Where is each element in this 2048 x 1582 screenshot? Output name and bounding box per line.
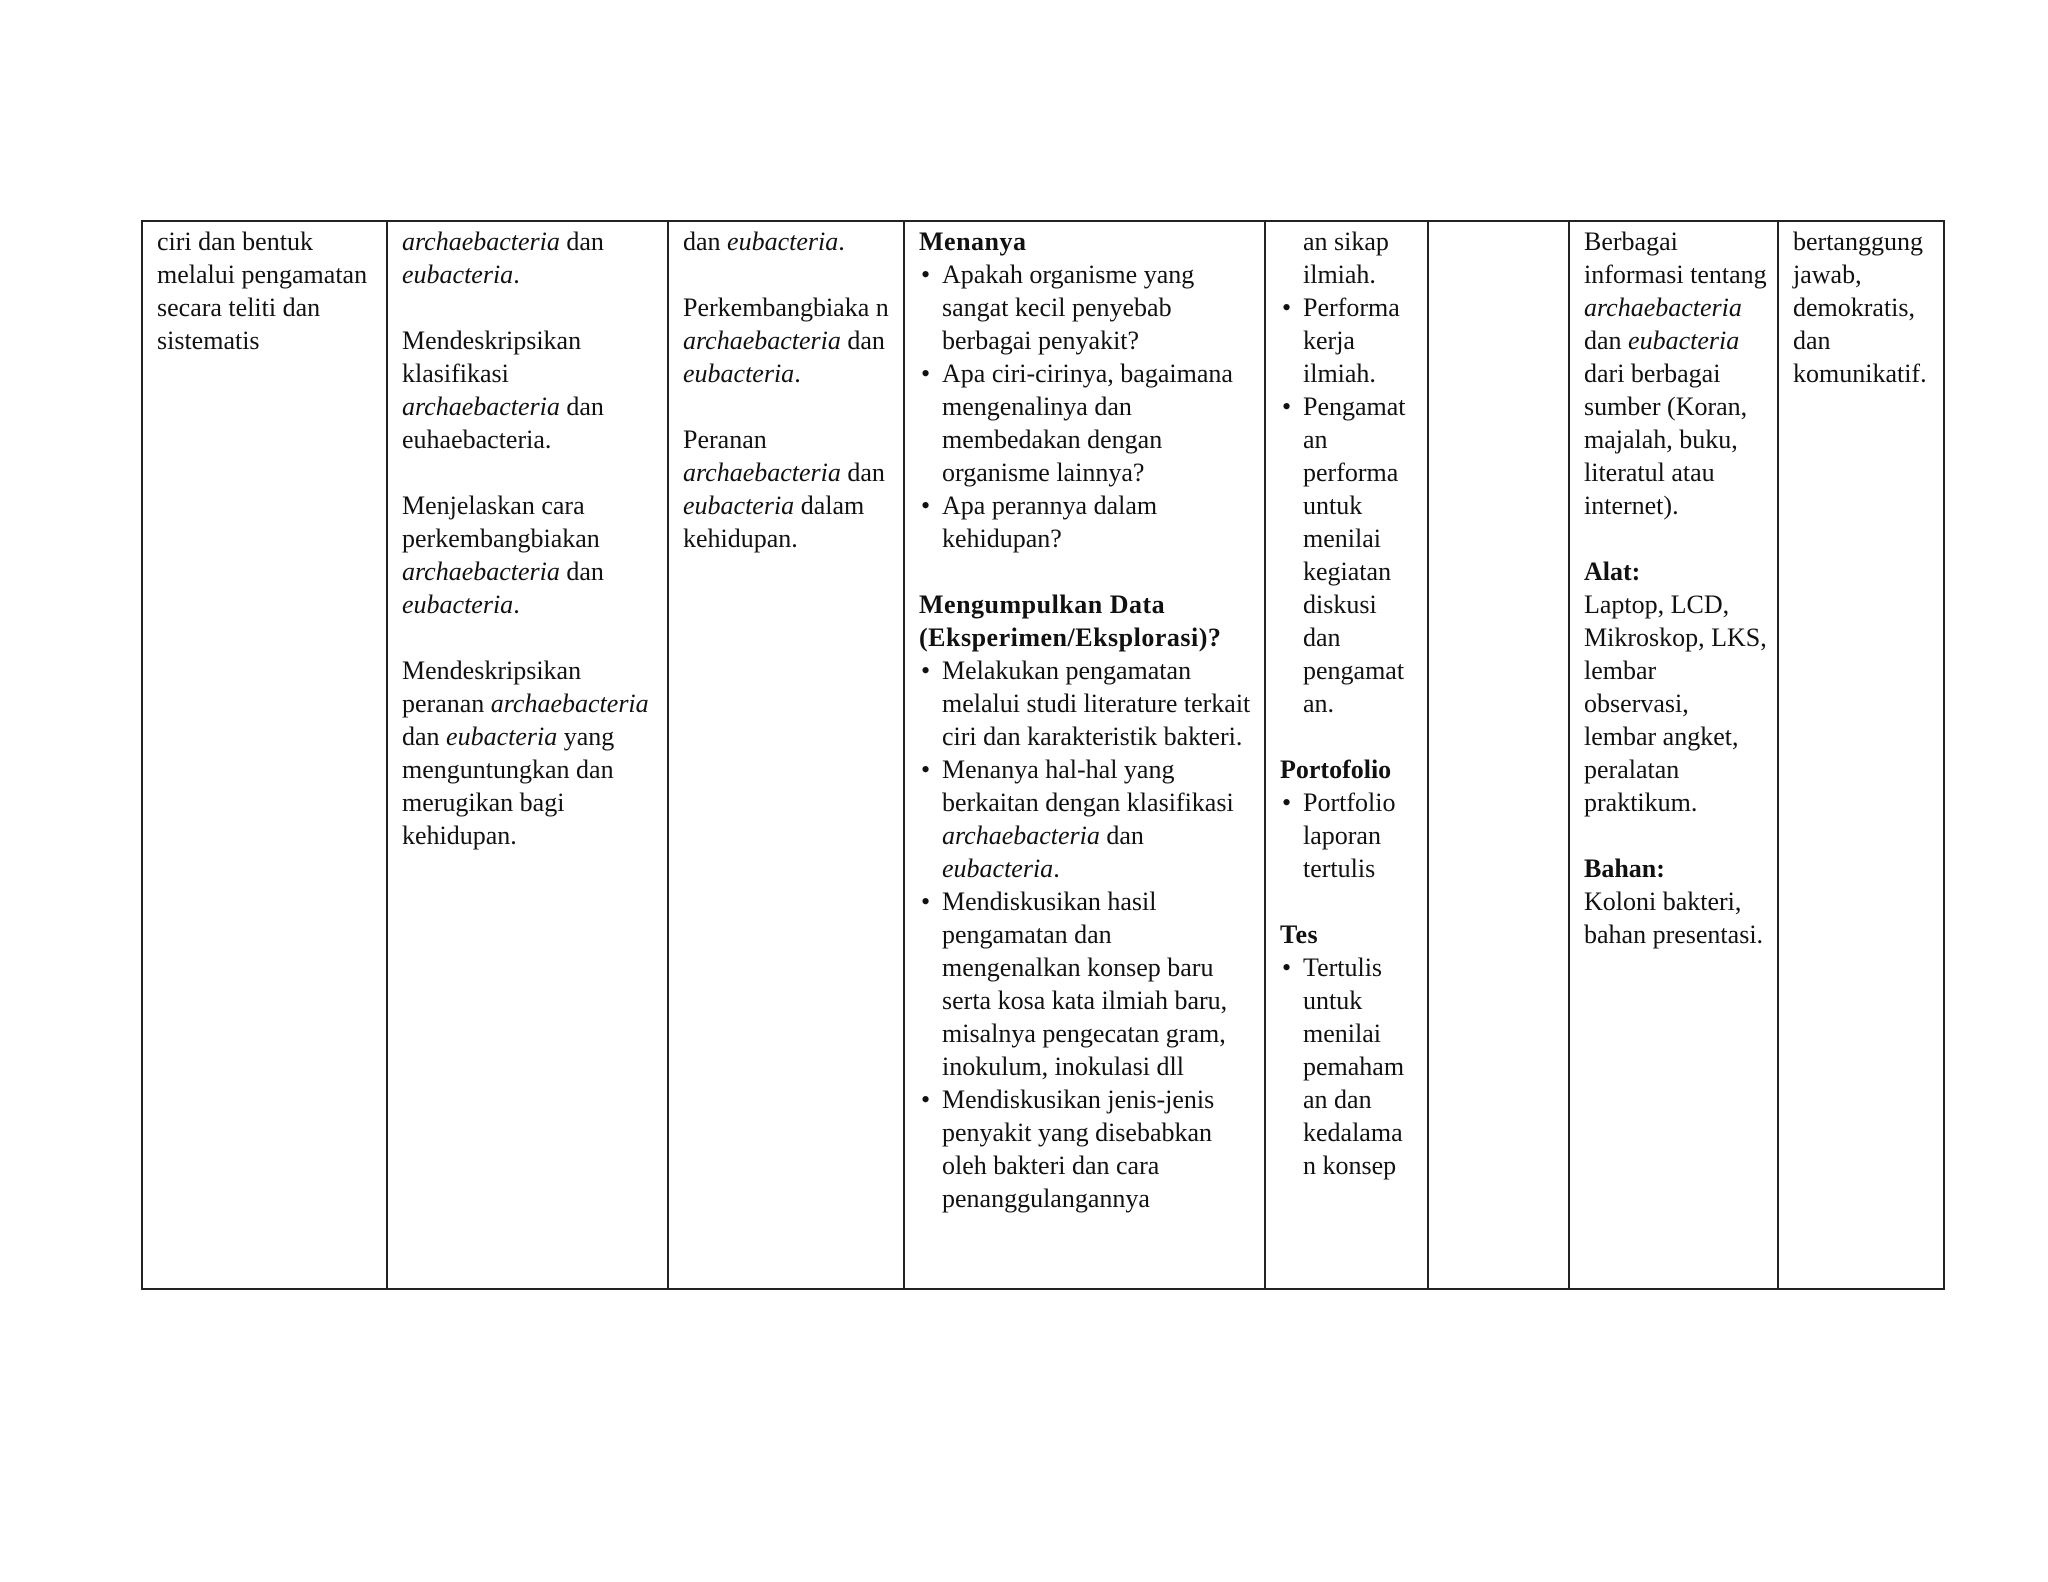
list-item: • Apa ciri-cirinya, bagaimana mengenalinya dan membedakan dengan organisme lainnya? (942, 357, 1254, 489)
data-list (919, 654, 1254, 1215)
cell-learning-sources (1569, 221, 1778, 1289)
menanya-heading: Menanya (919, 227, 1027, 256)
source-info: Berbagai informasi tentang archaebacteria dan eubacteria dari berbagai sumber (Koran, majalah, buku, literatul atau internet). (1584, 227, 1767, 520)
data-heading-2: (Eksperimen/Eksplorasi)? (919, 623, 1222, 652)
cell-text: ciri dan bentuk melalui pengamatan secara teliti dan sistematis (157, 227, 368, 355)
list-item: • Performa kerja ilmiah. (1303, 291, 1417, 390)
list-item: • Melakukan pengamatan melalui studi literature terkait ciri dan karakteristik bakteri. (942, 654, 1254, 753)
cell-time-allocation (1428, 221, 1569, 1289)
cell-learning-activities (904, 221, 1265, 1289)
alat-text: Laptop, LCD, Mikroskop, LKS, lembar observasi, lembar angket, peralatan praktikum. (1584, 590, 1767, 817)
cell-character-values (1778, 221, 1944, 1289)
objective-1: archaebacteria dan eubacteria. (402, 227, 604, 289)
assessment-list-3 (1280, 951, 1417, 1182)
menanya-list (919, 258, 1254, 555)
tes-heading: Tes (1280, 920, 1319, 949)
data-heading-1: Mengumpulkan Data (919, 590, 1166, 619)
objective-4: Mendeskripsikan peranan archaebacteria dan eubacteria yang menguntungkan dan merugikan bagi kehidupan. (402, 656, 649, 850)
material-1: dan eubacteria. (683, 227, 845, 256)
assessment-continuation: an sikap ilmiah. (1303, 227, 1389, 289)
list-item: • Apa perannya dalam kehidupan? (942, 489, 1254, 555)
list-item: • Tertulis untuk menilai pemaham an dan kedalama n konsep (1303, 951, 1417, 1182)
cell-material (668, 221, 904, 1289)
alat-heading: Alat: (1584, 557, 1641, 586)
list-item: • Pengamat an performa untuk menilai kegiatan diskusi dan pengamat an. (1303, 390, 1417, 720)
portofolio-heading: Portofolio (1280, 755, 1392, 784)
cell-assessment (1265, 221, 1428, 1289)
cell-indicator-skill (142, 221, 387, 1289)
cell-text: bertanggung jawab, demokratis, dan komunikatif. (1793, 227, 1927, 388)
objective-3: Menjelaskan cara perkembangbiakan archaebacteria dan eubacteria. (402, 491, 604, 619)
list-item: • Portfolio laporan tertulis (1303, 786, 1417, 885)
material-3: Peranan archaebacteria dan eubacteria dalam kehidupan. (683, 425, 885, 553)
list-item: • Mendiskusikan hasil pengamatan dan mengenalkan konsep baru serta kosa kata ilmiah baru, misalnya pengecatan gram, inokulum, inokulasi dll (942, 885, 1254, 1083)
bahan-heading: Bahan: (1584, 854, 1665, 883)
material-2: Perkembangbiaka n archaebacteria dan eubacteria. (683, 293, 889, 388)
list-item: • Menanya hal-hal yang berkaitan dengan klasifikasi archaebacteria dan eubacteria. (942, 753, 1254, 885)
table-row (142, 221, 1944, 1289)
lesson-plan-table (141, 220, 1945, 1290)
assessment-list-1 (1280, 291, 1417, 720)
objective-2: Mendeskripsikan klasifikasi archaebacteria dan euhaebacteria. (402, 326, 604, 454)
list-item: • Mendiskusikan jenis-jenis penyakit yang disebabkan oleh bakteri dan cara penanggulangannya (942, 1083, 1254, 1215)
assessment-list-2 (1280, 786, 1417, 885)
list-item: • Apakah organisme yang sangat kecil penyebab berbagai penyakit? (942, 258, 1254, 357)
cell-learning-objectives (387, 221, 668, 1289)
bahan-text: Koloni bakteri, bahan presentasi. (1584, 887, 1764, 949)
